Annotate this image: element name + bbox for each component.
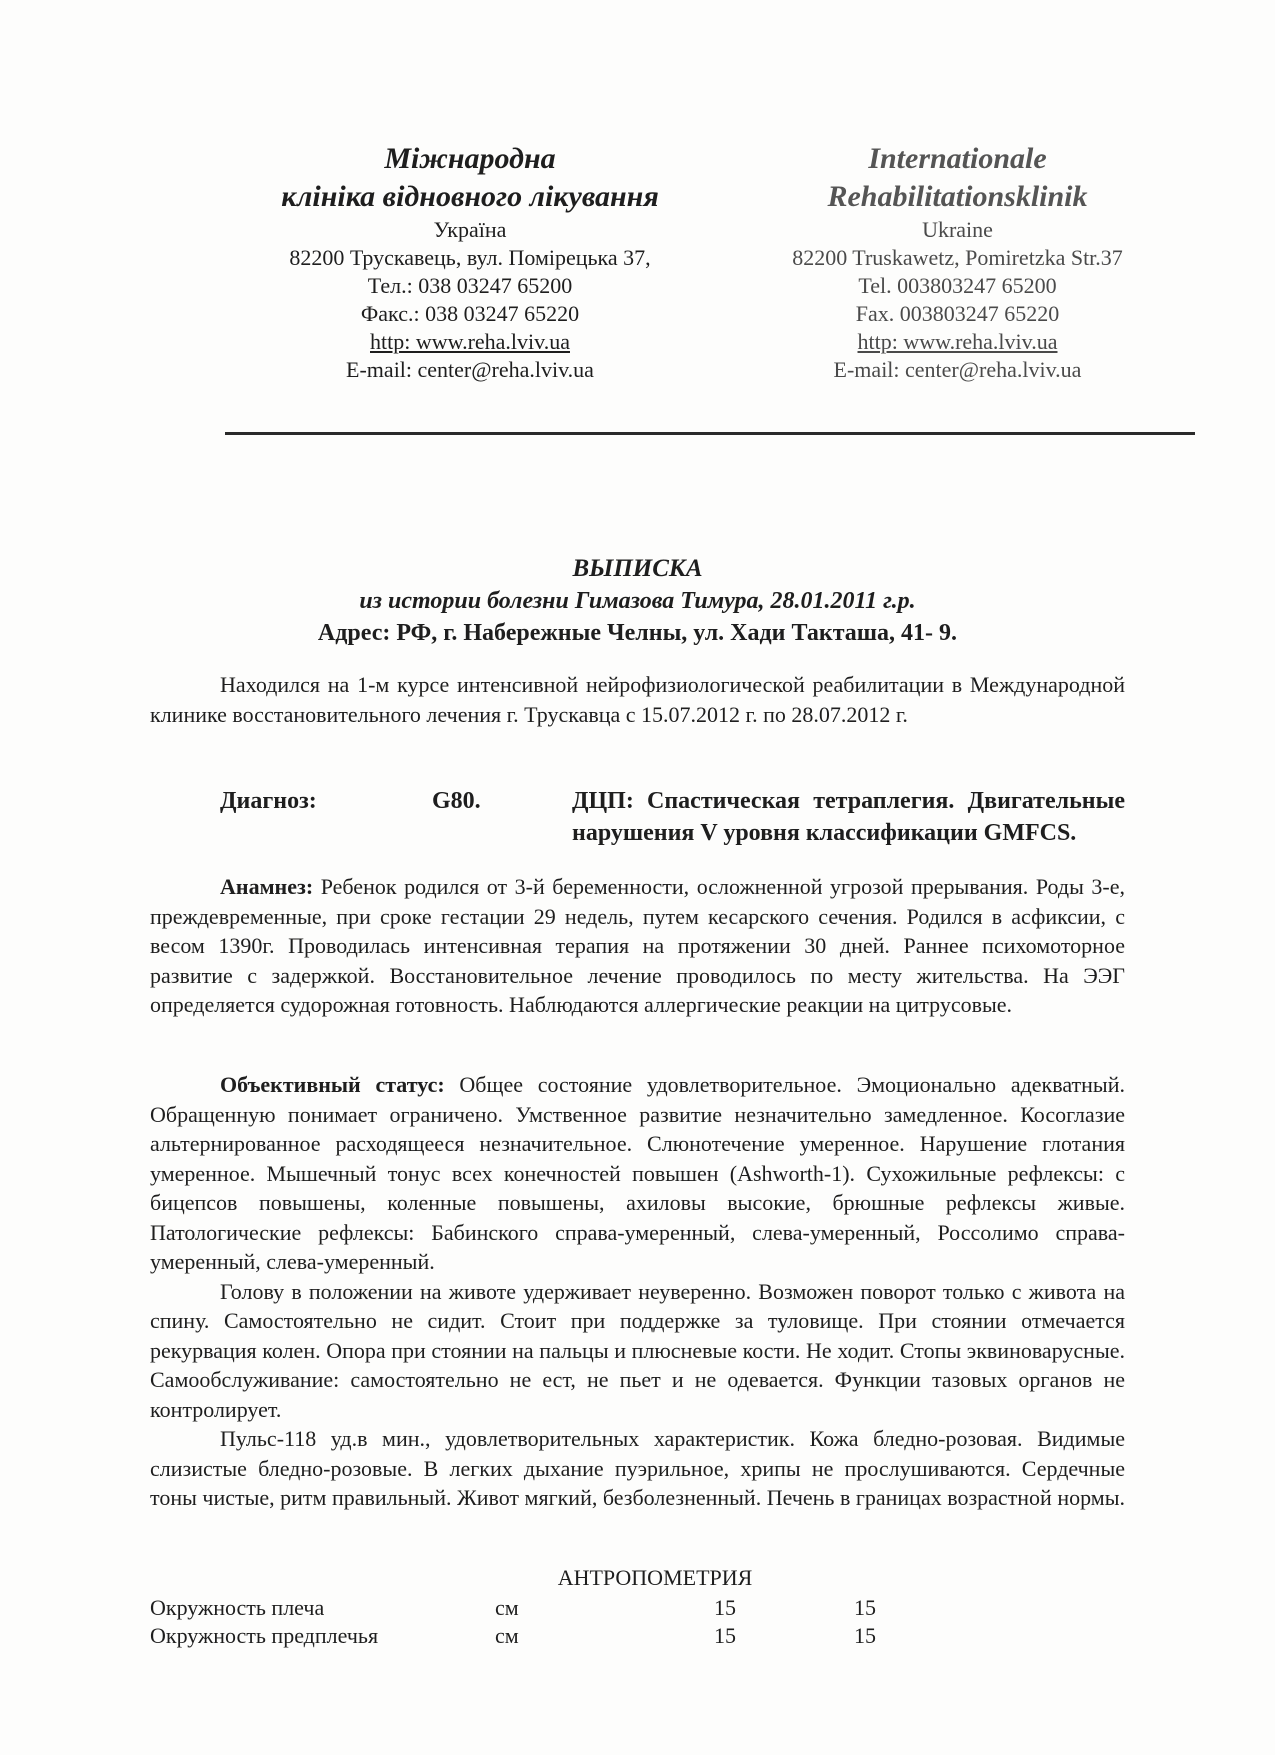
- email-ua: E-mail: center@reha.lviv.ua: [346, 357, 594, 382]
- measure-value-1: 15: [714, 1595, 736, 1620]
- objective-status-paragraph: [150, 1070, 1125, 1277]
- website-de: http: www.reha.lviv.ua: [857, 329, 1058, 354]
- anamnesis-text: Ребенок родился от 3-й беременности, осложненной угрозой прерывания. Роды 3-е, преждевременные, при сроке гестации 29 недель, путем кесарского сечения. Родился в асфиксии, с весом 1390г. Проводилась интенсивная терапия на протяжении 30 дней. Раннее психомоторное развитие с задержкой. Восстановительное лечение проводилось по месту жительства. На ЭЭГ определяется судорожная готовность. Наблюдаются аллергические реакции на цитрусовые.: [150, 874, 1125, 1017]
- address-ua: 82200 Трускавець, вул. Помірецька 37,: [289, 245, 651, 270]
- measure-name: Окружность предплечья: [150, 1623, 379, 1648]
- vitals-paragraph: Пульс-118 уд.в мин., удовлетворительных характеристик. Кожа бледно-розовая. Видимые слизистые бледно-розовые. В легких дыхание пуэрильное, хрипы не прослушиваются. Сердечные тоны чистые, ритм правильный. Живот мягкий, безболезненный. Печень в границах возрастной нормы.: [150, 1426, 1125, 1510]
- objective-status-label: Объективный статус:: [220, 1072, 445, 1097]
- phone-ua: Тел.: 038 03247 65200: [367, 273, 573, 298]
- clinic-name-line2-de: Rehabilitationsklinik: [827, 180, 1088, 213]
- patient-address: Адрес: РФ, г. Набережные Челны, ул. Хади Такташа, 41- 9.: [317, 620, 958, 646]
- objective-status-text: Общее состояние удовлетворительное. Эмоционально адекватный. Обращенную понимает ограничено. Умственное развитие незначительно замедленное. Косоглазие альтернированное расходящееся незначительное. Слюнотечение умеренное. Нарушение глотания умеренное. Мышечный тонус всех конечностей повышен (Ashworth-1). Сухожильные рефлексы: с бицепсов повышены, коленные повышены, ахиловы высокие, брюшные рефлексы живые. Патологические рефлексы: Бабинского справа-умеренный, слева-умеренный, Россолимо справа-умеренный, слева-умеренный.: [150, 1072, 1125, 1274]
- measure-value-2: 15: [854, 1595, 876, 1620]
- measure-name: Окружность плеча: [150, 1595, 325, 1620]
- fax-ua: Факс.: 038 03247 65220: [360, 301, 580, 326]
- header-divider: [225, 432, 1195, 435]
- country-ua: Україна: [433, 217, 507, 242]
- diagnosis-text: ДЦП: Спастическая тетраплегия. Двигательные нарушения V уровня классификации GMFCS.: [572, 788, 1125, 846]
- diagnosis-code: G80.: [432, 788, 481, 814]
- clinic-name-line2-ua: клініка відновного лікування: [281, 180, 659, 213]
- fax-de: Fax. 003803247 65220: [855, 301, 1060, 326]
- diagnosis-label: Диагноз:: [220, 788, 317, 814]
- anamnesis-paragraph: [150, 872, 1125, 1020]
- document-subtitle: из истории болезни Гимазова Тимура, 28.01.2011 г.р.: [359, 588, 916, 614]
- phone-de: Tel. 003803247 65200: [858, 273, 1057, 298]
- anthropometry-title: АНТРОПОМЕТРИЯ: [557, 1565, 753, 1590]
- letterhead-ukrainian: [235, 140, 705, 384]
- intro-paragraph: Находился на 1-м курсе интенсивной нейрофизиологической реабилитации в Международной клинике восстановительного лечения г. Трускавца с 15.07.2012 г. по 28.07.2012 г.: [150, 672, 1125, 727]
- measure-unit: см: [495, 1595, 519, 1620]
- document-heading: [150, 552, 1125, 650]
- clinic-name-line1-de: Internationale: [868, 142, 1047, 175]
- diagnosis-block: [150, 785, 1125, 849]
- clinic-name-line1-ua: Міжнародна: [384, 142, 556, 175]
- table-row: [150, 1622, 935, 1650]
- motor-paragraph: Голову в положении на животе удерживает неуверенно. Возможен поворот только с живота на спину. Самостоятельно не сидит. Стоит при поддержке за туловище. При стоянии отмечается рекурвация колен. Опора при стоянии на пальцы и плюсневые кости. Не ходит. Стопы эквиноварусные. Самообслуживание: самостоятельно не ест, не пьет и не одевается. Функции тазовых органов не контролирует.: [150, 1278, 1125, 1422]
- measure-value-1: 15: [714, 1623, 736, 1648]
- address-de: 82200 Truskawetz, Pomiretzka Str.37: [792, 245, 1123, 270]
- anthropometry-table: [150, 1594, 935, 1650]
- anamnesis-label: Анамнез:: [220, 874, 314, 899]
- measure-value-2: 15: [854, 1623, 876, 1648]
- measure-unit: см: [495, 1623, 519, 1648]
- document-title: ВЫПИСКА: [572, 555, 703, 582]
- letterhead-german: [735, 140, 1180, 384]
- table-row: [150, 1594, 935, 1622]
- website-ua: http: www.reha.lviv.ua: [370, 329, 570, 354]
- country-de: Ukraine: [922, 217, 993, 242]
- email-de: E-mail: center@reha.lviv.ua: [833, 357, 1082, 382]
- objective-status-section: [150, 1070, 1125, 1513]
